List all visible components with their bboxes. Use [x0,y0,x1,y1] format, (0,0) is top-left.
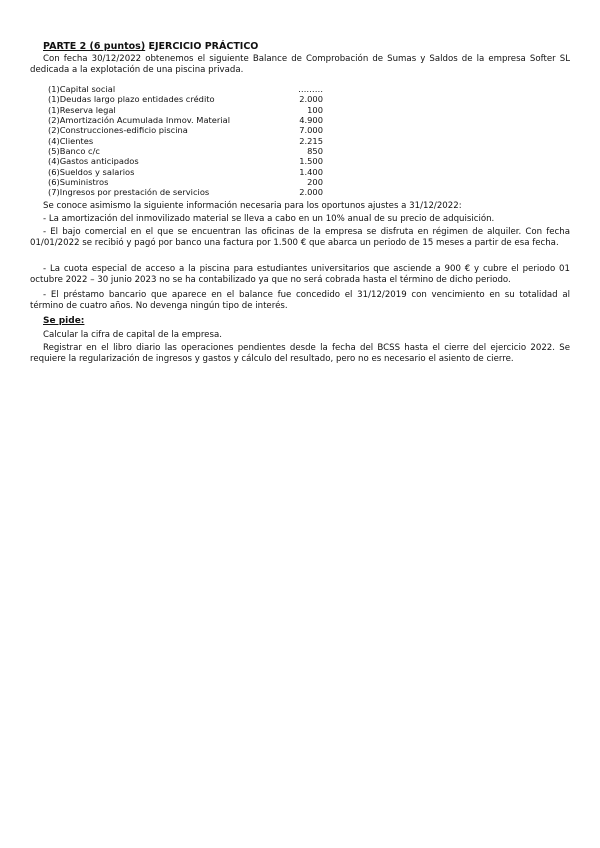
balance-row [48,115,323,125]
section-title [43,41,258,52]
info-intro-text: Se conoce asimismo la siguiente información necesaria para los oportunos ajustes a 31/12/2022: [43,201,462,211]
balance-row [48,167,323,177]
section-title-text: EJERCICIO PRÁCTICO [145,41,259,52]
task-text: Registrar en el libro diario las operaciones pendientes desde la fecha del BCSS hasta el cierre del ejercicio 2022. Se requiere la regularización de ingresos y gastos y cálculo del resultado, pero no es necesario el asiento de cierre. [30,343,570,364]
balance-amount: 1.500 [299,156,323,167]
info-item-text: - La cuota especial de acceso a la piscina para estudiantes universitarios que asciende a 900 € y cubre el periodo 01 octubre 2022 – 30 junio 2023 no se ha contabilizado ya que no será cobrada hasta el término de dicho periodo. [30,264,570,285]
balance-amount: 200 [307,177,323,188]
info-item-text: - El préstamo bancario que aparece en el balance fue concedido el 31/12/2019 con vencimiento en su totalidad al término de cuatro años. No devenga ningún tipo de interés. [30,290,570,311]
intro-paragraph [30,54,570,75]
balance-label: (5)Banco c/c [48,146,100,157]
balance-label: (4)Clientes [48,135,94,146]
info-item-text: - El bajo comercial en el que se encuentran las oficinas de la empresa se disfruta en régimen de alquiler. Con fecha 01/01/2022 se recibió y pagó por banco una factura por 1.500 € que abarca un periodo de 15 meses a partir de esa fecha. [30,227,570,248]
balance-label: (1)Capital social [48,84,116,94]
balance-label: (7)Ingresos por prestación de servicios [48,187,210,198]
balance-amount: 4.900 [299,115,323,126]
balance-amount: 7.000 [299,125,323,136]
se-pide-heading: Se pide: [43,316,85,326]
info-item [30,264,570,285]
balance-label: (6)Suministros [48,177,109,188]
task-text: Calcular la cifra de capital de la empresa. [43,330,222,340]
balance-row [48,177,323,187]
balance-row [48,94,323,104]
balance-amount: ……… [298,84,323,94]
balance-row [48,105,323,115]
balance-label: (2)Amortización Acumulada Inmov. Material [48,115,231,126]
info-item [30,227,570,248]
balance-row [48,84,323,94]
balance-amount: 100 [307,104,323,115]
balance-amount: 2.215 [299,135,323,146]
balance-label: (1)Deudas largo plazo entidades crédito [48,94,215,105]
balance-row [48,125,323,135]
info-item-text: - La amortización del inmovilizado material se lleva a cabo en un 10% anual de su precio de adquisición. [43,214,495,224]
balance-table [48,84,323,198]
task-item [30,343,570,364]
balance-label: (2)Construcciones-edificio piscina [48,125,188,136]
balance-amount: 1.400 [299,166,323,177]
info-item [30,290,570,311]
task-item [30,330,570,341]
balance-row [48,146,323,156]
balance-row [48,136,323,146]
balance-row [48,156,323,166]
balance-label: (6)Sueldos y salarios [48,166,135,177]
balance-amount: 2.000 [299,187,323,198]
balance-label: (1)Reserva legal [48,104,116,115]
balance-row [48,187,323,197]
intro-text: Con fecha 30/12/2022 obtenemos el siguiente Balance de Comprobación de Sumas y Saldos de la empresa Softer SL dedicada a la explotación de una piscina privada. [30,54,570,75]
balance-amount: 2.000 [299,94,323,105]
balance-amount: 850 [307,146,323,157]
section-title-part: PARTE 2 (6 puntos) [43,41,146,52]
info-item [30,214,570,225]
info-intro-paragraph [30,201,570,212]
balance-label: (4)Gastos anticipados [48,156,139,167]
